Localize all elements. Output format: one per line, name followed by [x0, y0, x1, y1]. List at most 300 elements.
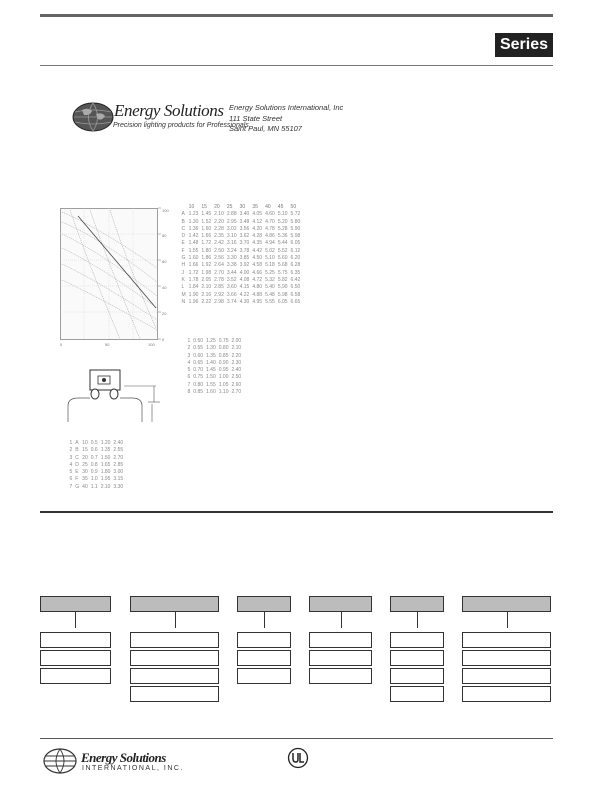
table-cell: 3: [69, 454, 73, 461]
table-cell: 5: [187, 367, 191, 374]
table-cell: 5.40: [265, 284, 275, 291]
table-cell: 2.30: [231, 359, 242, 366]
table-cell: 5.82: [277, 276, 288, 283]
table-cell: 1.52: [201, 218, 212, 225]
table-cell: G: [75, 483, 80, 490]
table-cell: 3.44: [226, 269, 237, 276]
table-cell: 5.60: [277, 255, 288, 262]
table-cell: 6.20: [290, 255, 301, 262]
table-cell: 5.68: [277, 262, 288, 269]
connector-line: [175, 612, 176, 628]
ordering-column-header: [237, 596, 291, 612]
table-cell: 4.08: [239, 276, 250, 283]
table-row: [68, 455, 125, 462]
ordering-column-header: [130, 596, 219, 612]
ordering-option: [462, 632, 551, 648]
table-cell: 4.88: [252, 291, 263, 298]
table-cell: 4.50: [252, 255, 263, 262]
table-cell: 1.45: [201, 211, 212, 218]
table-cell: 6: [69, 476, 73, 483]
table-cell: L: [181, 284, 185, 291]
table-cell: 5.75: [277, 269, 288, 276]
footer-subtitle: INTERNATIONAL, INC.: [82, 765, 184, 772]
table-cell: 4.22: [239, 291, 250, 298]
table-cell: 6.65: [290, 298, 301, 305]
table-cell: 3.60: [226, 284, 237, 291]
table-cell: 0.95: [218, 367, 229, 374]
table-row: [186, 353, 243, 360]
table-row: [186, 389, 243, 396]
table-cell: 0.65: [193, 359, 204, 366]
table-row: [186, 360, 243, 367]
table-cell: 3.66: [226, 291, 237, 298]
ul-listing-mark-icon: [287, 747, 309, 769]
table-cell: 3.52: [226, 276, 237, 283]
ordering-option: [237, 668, 291, 684]
table-cell: 0.75: [218, 338, 229, 344]
globe-logo-icon: [72, 102, 114, 132]
section-rule: [40, 511, 553, 513]
table-cell: 1.30: [206, 345, 216, 352]
table-cell: 5.90: [277, 284, 288, 291]
table-cell: 1.50: [100, 454, 111, 461]
table-cell: 5.02: [265, 247, 275, 254]
table-row: [186, 345, 243, 352]
table-cell: 1.95: [100, 476, 111, 483]
table-cell: 1.60: [206, 389, 216, 396]
table-cell: 3.85: [239, 255, 250, 262]
y-tick-label: 60: [162, 259, 167, 264]
ordering-option: [130, 668, 219, 684]
table-cell: 3.74: [226, 298, 237, 305]
table-cell: 1.96: [188, 298, 199, 305]
table-cell: C: [181, 225, 186, 232]
column-header: 30: [239, 204, 246, 210]
ordering-column-header: [390, 596, 444, 612]
table-cell: 4.35: [252, 240, 263, 247]
table-cell: 1.1: [90, 483, 98, 490]
table-cell: 4.72: [252, 276, 263, 283]
table-cell: 5.48: [265, 291, 275, 298]
table-cell: 6.05: [277, 298, 288, 305]
ordering-option: [462, 668, 551, 684]
y-tick-label: 100: [162, 208, 169, 213]
column-header: 25: [226, 204, 233, 210]
table-cell: 1.66: [201, 233, 212, 240]
table-cell: 2.10: [231, 345, 242, 352]
table-cell: 3.10: [226, 233, 237, 240]
table-cell: 0.85: [193, 389, 204, 396]
ordering-option: [309, 650, 372, 666]
spec-table: [180, 204, 302, 306]
table-cell: 5.18: [265, 262, 275, 269]
table-row: [180, 299, 302, 306]
table-cell: 4.28: [252, 233, 263, 240]
table-cell: 1.65: [100, 461, 111, 468]
table-cell: 2.60: [231, 381, 242, 388]
table-cell: 1.80: [201, 247, 212, 254]
table-cell: A: [181, 211, 185, 218]
table-cell: 3.02: [226, 225, 237, 232]
table-cell: 2.50: [231, 374, 242, 381]
address-line: 111 State Street: [229, 113, 283, 123]
table-cell: 5.32: [265, 276, 275, 283]
table-cell: 2.40: [231, 367, 242, 374]
table-cell: 3.56: [239, 225, 250, 232]
table-cell: 4.95: [252, 298, 263, 305]
table-cell: 4.30: [239, 298, 250, 305]
column-header: 50: [290, 204, 297, 210]
table-row: [180, 219, 302, 226]
ordering-option: [130, 686, 219, 702]
table-cell: 8: [187, 389, 191, 396]
table-cell: 3.92: [239, 262, 250, 269]
table-cell: 1.92: [201, 262, 212, 269]
table-cell: A: [75, 440, 79, 446]
table-cell: 6: [187, 374, 191, 381]
table-cell: 5.25: [265, 269, 275, 276]
table-row: [186, 338, 243, 345]
table-cell: 3.24: [226, 247, 237, 254]
table-row: [68, 476, 125, 483]
table-cell: 2.85: [113, 461, 124, 468]
table-cell: 1.35: [100, 447, 111, 454]
table-cell: B: [75, 447, 79, 454]
table-row: [186, 382, 243, 389]
table-cell: 2.95: [226, 218, 237, 225]
table-cell: 2.70: [113, 454, 124, 461]
table-cell: E: [75, 469, 79, 476]
table-cell: 1.23: [188, 211, 199, 218]
table-cell: 3.00: [113, 469, 124, 476]
footer-rule: [40, 738, 553, 739]
y-tick-label: 20: [162, 311, 167, 316]
table-cell: 20: [82, 454, 88, 461]
address-line: Energy Solutions International, Inc: [229, 103, 344, 112]
table-cell: 1.60: [188, 255, 199, 262]
table-cell: 5.10: [265, 255, 275, 262]
table-row: [180, 240, 302, 247]
table-cell: J: [181, 269, 184, 276]
x-tick-label: 0: [60, 342, 63, 347]
table-cell: 1.10: [218, 389, 229, 396]
table-row: [180, 248, 302, 255]
table-cell: 6.42: [290, 276, 301, 283]
table-cell: M: [181, 291, 186, 298]
table-cell: 5.44: [277, 240, 288, 247]
table-cell: 40: [82, 483, 88, 490]
table-cell: 6.12: [290, 247, 301, 254]
table-cell: 1.66: [188, 262, 199, 269]
column-header: 15: [201, 204, 207, 210]
table-cell: 1.86: [201, 255, 212, 262]
table-cell: 2.85: [214, 284, 224, 291]
brand-name: Energy Solutions: [114, 101, 224, 120]
table-cell: 5.98: [277, 291, 288, 298]
y-tick-label: 80: [162, 233, 167, 238]
table-cell: 6.05: [290, 240, 301, 247]
ordering-option: [462, 686, 551, 702]
table-cell: 4.42: [252, 247, 263, 254]
ordering-column-header: [40, 596, 111, 612]
table-cell: 1.36: [188, 225, 199, 232]
x-tick-label: 50: [105, 342, 110, 347]
ordering-option: [462, 650, 551, 666]
table-cell: 3.30: [113, 483, 124, 490]
table-cell: 3.78: [239, 247, 250, 254]
ordering-column-header: [309, 596, 372, 612]
footer-globe-logo-icon: [43, 748, 77, 774]
ordering-option: [390, 650, 444, 666]
table-cell: 1.30: [188, 218, 199, 225]
table-cell: 4.86: [265, 233, 275, 240]
table-cell: 2.64: [214, 262, 224, 269]
table-cell: 1.84: [188, 284, 199, 291]
y-tick-label: 40: [162, 285, 167, 290]
table-cell: 6.35: [290, 269, 301, 276]
table-cell: H: [181, 262, 186, 269]
table-cell: 3.70: [239, 240, 250, 247]
table-row: [186, 367, 243, 374]
table-cell: 4.66: [252, 269, 263, 276]
connector-line: [75, 612, 76, 628]
table-cell: 0.7: [90, 454, 98, 461]
table-cell: 5.36: [277, 233, 288, 240]
table-cell: 5.90: [290, 225, 301, 232]
table-cell: 2.88: [226, 211, 237, 218]
figure-y-ticks: [158, 208, 161, 339]
table-cell: E: [181, 240, 185, 247]
table-row: [180, 226, 302, 233]
ordering-option: [309, 668, 372, 684]
table-cell: 1.50: [206, 374, 216, 381]
table-cell: 5.10: [277, 211, 288, 218]
table-cell: 4.60: [265, 211, 275, 218]
table-cell: 1.40: [206, 359, 216, 366]
table-cell: 3: [187, 352, 191, 359]
table-cell: 1.80: [100, 469, 111, 476]
table-cell: 2.05: [201, 276, 212, 283]
table-cell: D: [75, 461, 79, 468]
table-cell: 10: [82, 440, 88, 446]
table-row: [186, 374, 243, 381]
table-cell: F: [75, 476, 79, 483]
table-cell: 4: [187, 359, 191, 366]
table-cell: 6.58: [290, 291, 301, 298]
ordering-option: [237, 632, 291, 648]
connector-line: [417, 612, 418, 628]
ordering-option: [130, 650, 219, 666]
table-cell: 1.42: [188, 233, 199, 240]
table-cell: 0.75: [193, 374, 204, 381]
column-header: 40: [265, 204, 271, 210]
table-cell: N: [181, 298, 186, 305]
column-header: 20: [214, 204, 220, 210]
table-cell: 1.48: [188, 240, 199, 247]
table-cell: 1.72: [188, 269, 199, 276]
table-cell: 0.9: [90, 469, 98, 476]
table-cell: 2.55: [113, 447, 124, 454]
spec-table-header-row: [180, 204, 302, 211]
brand-tagline: Precision lighting products for Professionals: [113, 122, 249, 129]
table-cell: K: [181, 276, 185, 283]
table-cell: 3.16: [226, 240, 237, 247]
table-cell: 1: [69, 440, 73, 446]
address-line: Saint Paul, MN 55107: [229, 124, 302, 133]
table-cell: 1.78: [188, 276, 199, 283]
table-cell: 0.85: [218, 352, 229, 359]
ordering-option: [390, 668, 444, 684]
ordering-option: [309, 632, 372, 648]
y-tick-label: 0: [162, 337, 165, 342]
table-cell: 2.50: [214, 247, 224, 254]
table-cell: 4.15: [239, 284, 250, 291]
table-cell: 1.05: [218, 381, 229, 388]
table-row: [180, 292, 302, 299]
company-address: [229, 103, 343, 135]
table-cell: 1.20: [100, 440, 111, 446]
table-cell: 2.16: [201, 291, 212, 298]
x-tick-label: 100: [148, 342, 155, 347]
table-cell: 2: [69, 447, 73, 454]
table-cell: 0.60: [193, 352, 204, 359]
table-cell: 5.52: [277, 247, 288, 254]
table-cell: 2.10: [214, 211, 224, 218]
table-cell: 3.30: [226, 255, 237, 262]
ordering-option: [40, 650, 111, 666]
table-cell: 2: [187, 345, 191, 352]
table-cell: 1.45: [206, 367, 216, 374]
table-cell: 2.00: [231, 338, 242, 344]
table-cell: G: [181, 255, 186, 262]
table-cell: 2.78: [214, 276, 224, 283]
ordering-option: [390, 632, 444, 648]
table-cell: 3.62: [239, 233, 250, 240]
column-header: 35: [252, 204, 258, 210]
table-row: [180, 211, 302, 218]
table-cell: 2.98: [214, 298, 224, 305]
table-cell: 1.72: [201, 240, 212, 247]
table-cell: 4.80: [252, 284, 263, 291]
table-cell: 5.72: [290, 211, 301, 218]
table-cell: 2.70: [231, 389, 242, 396]
table-cell: F: [181, 247, 185, 254]
connector-line: [341, 612, 342, 628]
table-row: [68, 469, 125, 476]
table-row: [180, 233, 302, 240]
table-row: [180, 284, 302, 291]
series-badge: Series: [495, 33, 553, 57]
ordering-option: [40, 632, 111, 648]
table-cell: 2.20: [231, 352, 242, 359]
table-cell: 1.98: [201, 269, 212, 276]
ordering-option: [40, 668, 111, 684]
table-cell: 0.90: [218, 359, 229, 366]
table-cell: 1.00: [218, 374, 229, 381]
table-cell: 15: [82, 447, 88, 454]
column-header: 45: [277, 204, 284, 210]
table-cell: 4.94: [265, 240, 275, 247]
column-header: [180, 204, 187, 211]
performance-figure: [60, 208, 168, 347]
mechanical-drawing: [62, 364, 162, 424]
table-row: [68, 447, 125, 454]
table-cell: 0.8: [90, 461, 98, 468]
table-cell: 2.35: [214, 233, 224, 240]
table-cell: 4.58: [252, 262, 263, 269]
connector-line: [264, 612, 265, 628]
table-cell: 4.12: [252, 218, 263, 225]
table-cell: 35: [82, 476, 88, 483]
table-cell: 5.98: [290, 233, 301, 240]
ordering-column-header: [462, 596, 551, 612]
table-cell: 6.50: [290, 284, 301, 291]
table-cell: 0.70: [193, 367, 204, 374]
table-cell: 0.80: [193, 381, 204, 388]
table-cell: B: [181, 218, 185, 225]
footer-brand-name: Energy Solutions: [81, 750, 166, 765]
table-cell: 2.70: [214, 269, 224, 276]
table-cell: 4.70: [265, 218, 275, 225]
table-cell: 5.80: [290, 218, 301, 225]
table-cell: 7: [69, 483, 73, 490]
table-cell: 1.55: [206, 381, 216, 388]
table-cell: 1.0: [90, 476, 98, 483]
table-row: [180, 270, 302, 277]
table-cell: 0.80: [218, 345, 229, 352]
table-cell: 6.28: [290, 262, 301, 269]
table-cell: 2.10: [201, 284, 212, 291]
table-cell: 30: [82, 469, 88, 476]
table-cell: 1.90: [188, 291, 199, 298]
table-cell: 1.55: [188, 247, 199, 254]
table-cell: 4.20: [252, 225, 263, 232]
ordering-option: [237, 650, 291, 666]
table-cell: 3.40: [239, 211, 250, 218]
table-row: [180, 262, 302, 269]
table-cell: 5.55: [265, 298, 275, 305]
ordering-option: [130, 632, 219, 648]
header-rule: [40, 65, 553, 66]
table-cell: 1.25: [206, 338, 216, 344]
table-cell: 1.35: [206, 352, 216, 359]
table-cell: 1.60: [201, 225, 212, 232]
table-cell: 4.00: [239, 269, 250, 276]
table-cell: 3.38: [226, 262, 237, 269]
ordering-option: [390, 686, 444, 702]
table-cell: 5.28: [277, 225, 288, 232]
connector-line: [507, 612, 508, 628]
column-header: 10: [188, 204, 195, 210]
table-row: [68, 462, 125, 469]
table-cell: 1: [187, 338, 191, 344]
table-cell: 2.42: [214, 240, 224, 247]
table-cell: 4.05: [252, 211, 263, 218]
table-cell: 2.40: [113, 440, 124, 446]
table-cell: C: [75, 454, 79, 461]
table-cell: 7: [187, 381, 191, 388]
table-row: [180, 277, 302, 284]
table-cell: 5.20: [277, 218, 288, 225]
table-cell: 3.48: [239, 218, 250, 225]
table-cell: 0.50: [193, 338, 204, 344]
table-row: [68, 440, 125, 447]
table-cell: 0.6: [90, 447, 98, 454]
table-cell: 2.20: [214, 218, 224, 225]
table-cell: 2.22: [201, 298, 212, 305]
table-cell: 3.15: [113, 476, 124, 483]
table-cell: D: [181, 233, 186, 240]
